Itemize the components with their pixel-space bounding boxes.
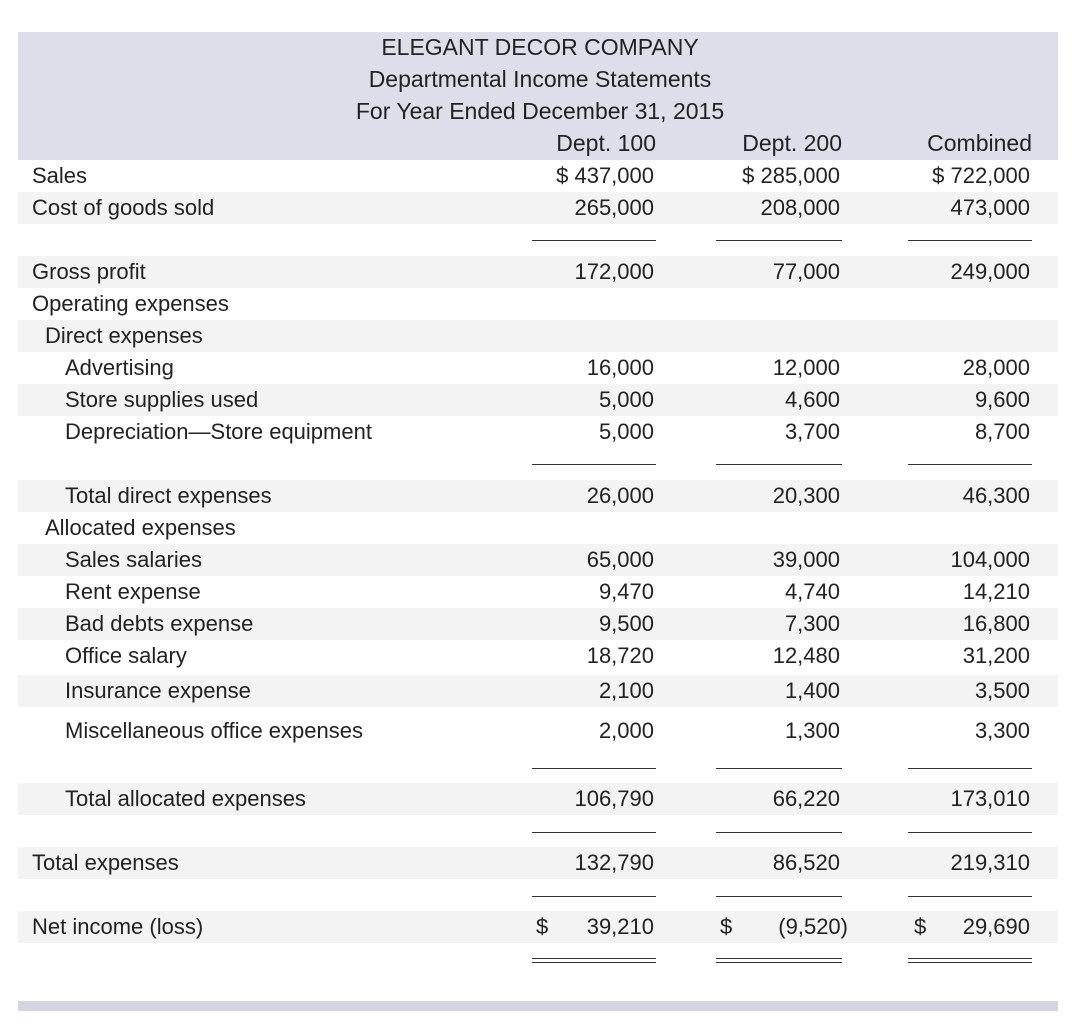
value-dept-100: 26,000 — [586, 483, 654, 508]
row-net-income — [18, 911, 1058, 943]
row-label: Sales salaries — [65, 547, 202, 572]
column-header-dept-100: Dept. 100 — [556, 130, 656, 156]
row-label: Total allocated expenses — [65, 786, 306, 811]
subtotal-rule — [532, 768, 656, 769]
value-dept-200: 12,480 — [772, 643, 840, 668]
footer-band — [18, 1001, 1058, 1011]
value-combined: 9,600 — [974, 387, 1030, 412]
value-combined: 31,200 — [962, 643, 1030, 668]
value-dept-100: $ 437,000 — [556, 163, 654, 188]
value-combined: 16,800 — [962, 611, 1030, 636]
subtotal-rule — [908, 768, 1032, 769]
section-heading: Direct expenses — [45, 323, 203, 348]
row-sales — [18, 160, 1058, 192]
row-gross-profit — [18, 256, 1058, 288]
row-direct-expenses — [18, 320, 1058, 352]
value-dept-200: (9,520) — [778, 914, 848, 939]
row-office-salary — [18, 640, 1058, 672]
row-label: Office salary — [65, 643, 187, 668]
value-dept-100: 265,000 — [574, 195, 654, 220]
row-label: Total expenses — [32, 850, 179, 875]
value-combined: 46,300 — [962, 483, 1030, 508]
value-combined: 29,690 — [962, 914, 1030, 939]
row-label: Bad debts expense — [65, 611, 254, 636]
value-dept-100: 2,100 — [598, 678, 654, 703]
subtotal-rule — [716, 896, 842, 897]
subtotal-rule — [716, 464, 842, 465]
subtotal-rule — [716, 768, 842, 769]
row-label: Total direct expenses — [65, 483, 272, 508]
double-rule — [532, 962, 656, 963]
value-combined: $ 722,000 — [932, 163, 1030, 188]
section-heading: Allocated expenses — [45, 515, 236, 540]
row-label: Cost of goods sold — [32, 195, 215, 220]
value-combined: 3,500 — [974, 678, 1030, 703]
subtotal-rule — [716, 240, 842, 241]
row-label: Advertising — [65, 355, 174, 380]
value-dept-100: 16,000 — [586, 355, 654, 380]
value-combined: 173,010 — [950, 786, 1030, 811]
column-header-dept-200: Dept. 200 — [742, 130, 842, 156]
statement-title: Departmental Income Statements — [368, 66, 712, 92]
value-dept-100: 9,470 — [598, 579, 654, 604]
row-depreciation — [18, 416, 1058, 448]
value-dept-100: 18,720 — [586, 643, 654, 668]
value-dept-100: 65,000 — [586, 547, 654, 572]
subtotal-rule — [532, 464, 656, 465]
value-dept-200: 86,520 — [772, 850, 840, 875]
value-dept-200: 208,000 — [760, 195, 840, 220]
value-dept-200: 39,000 — [772, 547, 840, 572]
value-dept-100: 2,000 — [598, 718, 654, 743]
double-rule — [716, 958, 842, 959]
value-combined: 104,000 — [950, 547, 1030, 572]
row-label: Gross profit — [32, 259, 146, 284]
subtotal-rule — [908, 240, 1032, 241]
value-dept-200: 20,300 — [772, 483, 840, 508]
value-dept-200: 3,700 — [784, 419, 840, 444]
value-dept-200: $ 285,000 — [742, 163, 840, 188]
value-combined: 28,000 — [962, 355, 1030, 380]
section-heading: Operating expenses — [32, 291, 229, 316]
row-operating-expenses — [18, 288, 1058, 320]
row-label: Rent expense — [65, 579, 201, 604]
row-miscellaneous-office-expenses — [18, 715, 1058, 747]
value-combined: 473,000 — [950, 195, 1030, 220]
currency-symbol: $ — [720, 914, 733, 939]
row-label: Insurance expense — [65, 678, 251, 703]
double-rule — [908, 962, 1032, 963]
value-dept-100: 106,790 — [574, 786, 654, 811]
subtotal-rule — [532, 896, 656, 897]
subtotal-rule — [908, 464, 1032, 465]
subtotal-rule — [908, 896, 1032, 897]
row-bad-debts-expense — [18, 608, 1058, 640]
value-dept-100: 172,000 — [574, 259, 654, 284]
value-dept-100: 132,790 — [574, 850, 654, 875]
row-insurance-expense — [18, 675, 1058, 707]
row-allocated-expenses — [18, 512, 1058, 544]
currency-symbol: $ — [536, 914, 549, 939]
row-label: Net income (loss) — [32, 914, 204, 939]
row-rent-expense — [18, 576, 1058, 608]
row-total-expenses — [18, 847, 1058, 879]
row-cost-of-goods-sold — [18, 192, 1058, 224]
currency-symbol: $ — [914, 914, 927, 939]
value-combined: 3,300 — [974, 718, 1030, 743]
row-total-direct-expenses — [18, 480, 1058, 512]
value-dept-200: 1,300 — [784, 718, 840, 743]
value-dept-200: 1,400 — [784, 678, 840, 703]
row-label: Sales — [32, 163, 88, 188]
value-dept-100: 5,000 — [598, 387, 654, 412]
value-combined: 8,700 — [974, 419, 1030, 444]
value-dept-200: 4,600 — [784, 387, 840, 412]
value-dept-100: 39,210 — [586, 914, 654, 939]
row-store-supplies — [18, 384, 1058, 416]
row-label: Miscellaneous office expenses — [65, 718, 363, 743]
row-total-allocated-expenses — [18, 783, 1058, 815]
value-combined: 14,210 — [962, 579, 1030, 604]
row-label: Depreciation—Store equipment — [65, 419, 372, 444]
column-header-combined: Combined — [927, 130, 1032, 156]
row-advertising — [18, 352, 1058, 384]
value-dept-200: 4,740 — [784, 579, 840, 604]
subtotal-rule — [716, 832, 842, 833]
statement-period: For Year Ended December 31, 2015 — [355, 98, 725, 124]
value-dept-100: 5,000 — [598, 419, 654, 444]
value-dept-200: 77,000 — [772, 259, 840, 284]
subtotal-rule — [532, 832, 656, 833]
row-label: Store supplies used — [65, 387, 259, 412]
value-dept-200: 7,300 — [784, 611, 840, 636]
subtotal-rule — [908, 832, 1032, 833]
double-rule — [716, 962, 842, 963]
value-combined: 249,000 — [950, 259, 1030, 284]
value-dept-200: 12,000 — [772, 355, 840, 380]
subtotal-rule — [532, 240, 656, 241]
value-combined: 219,310 — [950, 850, 1030, 875]
value-dept-200: 66,220 — [772, 786, 840, 811]
row-sales-salaries — [18, 544, 1058, 576]
company-name: ELEGANT DECOR COMPANY — [381, 34, 699, 60]
double-rule — [908, 958, 1032, 959]
value-dept-100: 9,500 — [598, 611, 654, 636]
double-rule — [532, 958, 656, 959]
